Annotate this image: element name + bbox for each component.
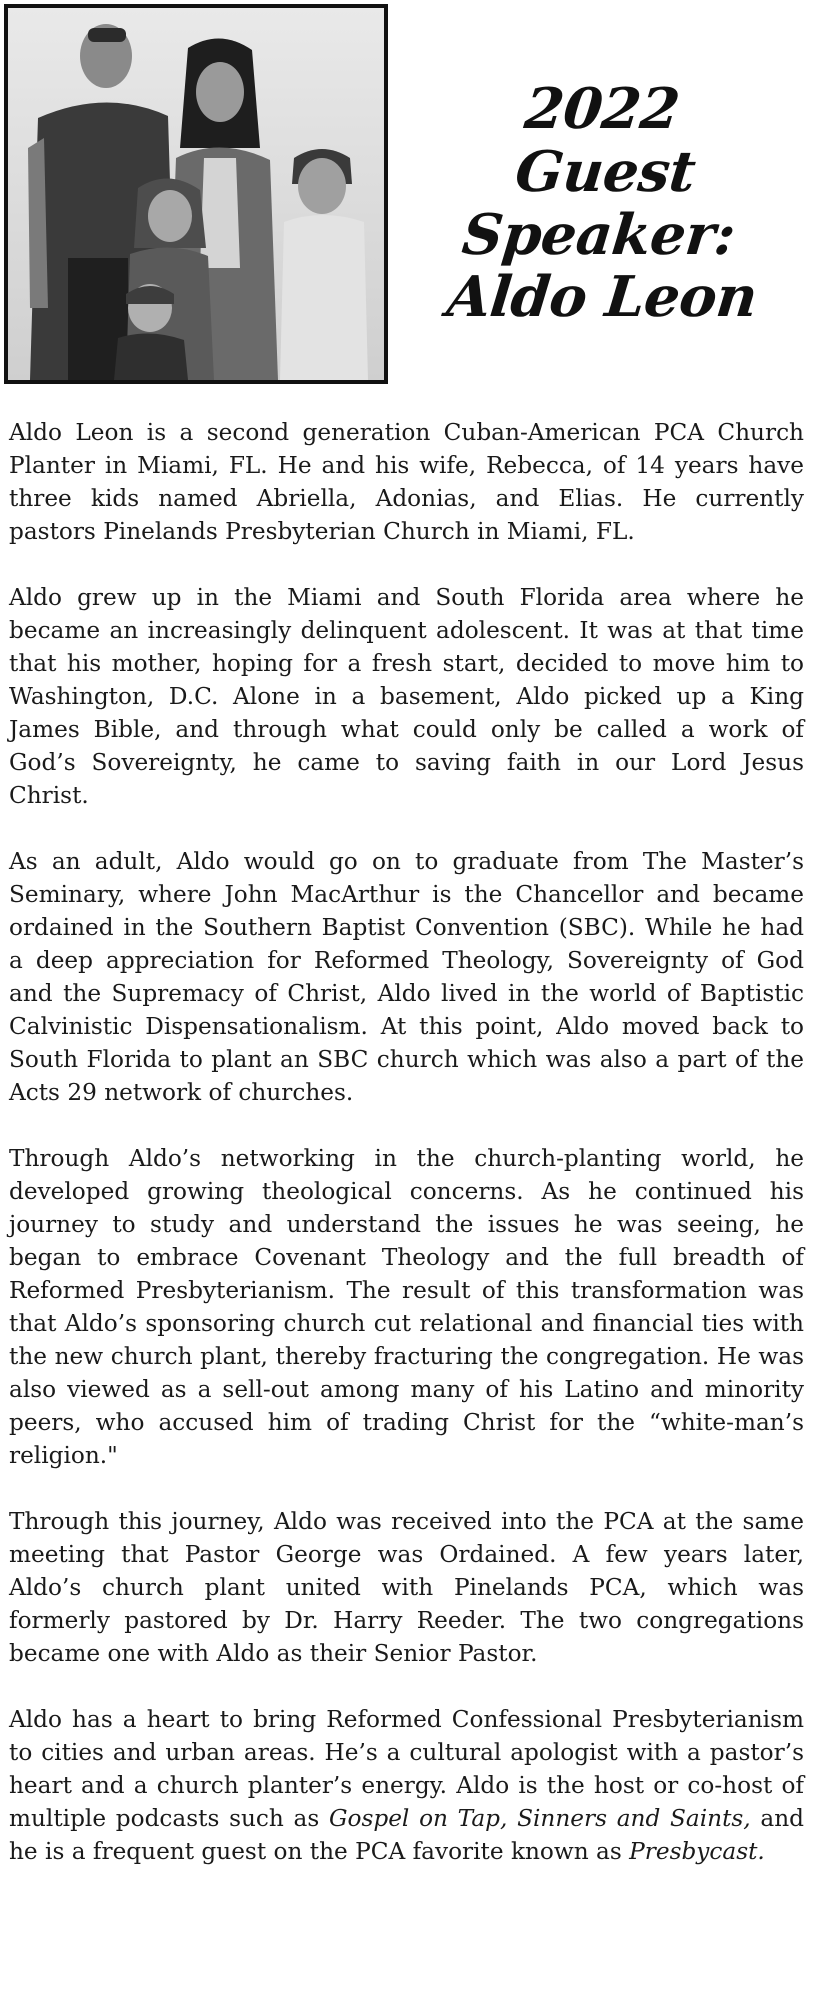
bio-paragraph-pca: Through this journey, Aldo was received into the PCA at the same meeting that Pastor George was Ordained. A few years later, Aldo’s church plant united with Pinelands PCA, which was formerly pastored by Dr. Harry Reeder. The two congregations became one with Aldo as their Senior Pastor. <box>9 1508 804 1667</box>
bio-paragraph-intro: Aldo Leon is a second generation Cuban-American PCA Church Planter in Miami, FL. He and his wife, Rebecca, of 14 years have three kids named Abriella, Adonias, and Elias. He currently pastors Pinelands Presbyterian Church in Miami, FL. <box>9 419 804 545</box>
speaker-bio <box>9 416 804 1901</box>
family-photo-illustration <box>8 8 384 380</box>
presbycast-title: Presbycast. <box>629 1838 765 1865</box>
bio-paragraph-youth: Aldo grew up in the Miami and South Florida area where he became an increasingly delinquent adolescent. It was at that time that his mother, hoping for a fresh start, decided to move him to Washington, D.C. Alone in a basement, Aldo picked up a King James Bible, and through what could only be called a work of God’s Sovereignty, he came to saving faith in our Lord Jesus Christ. <box>9 584 804 809</box>
bio-paragraph-seminary: As an adult, Aldo would go on to graduate from The Master’s Seminary, where John MacArthur is the Chancellor and became ordained in the Southern Baptist Convention (SBC). While he had a deep appreciation for Reformed Theology, Sovereignty of God and the Supremacy of Christ, Aldo lived in the world of Baptistic Calvinistic Dispensationalism. At this point, Aldo moved back to South Florida to plant an SBC church which was also a part of the Acts 29 network of churches. <box>9 848 804 1106</box>
family-photo <box>4 4 388 384</box>
bio-paragraph-transformation: Through Aldo’s networking in the church-planting world, he developed growing theological concerns. As he continued his journey to study and understand the issues he was seeing, he began to embrace Covenant Theology and the full breadth of Reformed Presbyterianism. The result of this transformation was that Aldo’s sponsoring church cut relational and financial ties with the new church plant, thereby fracturing the congregation. He was also viewed as a sell-out among many of his Latino and minority peers, who accused him of trading Christ for the “white-man’s religion." <box>9 1145 804 1469</box>
title-guest-speaker: Guest Speaker: <box>459 138 739 268</box>
bio-ministry-text-2: and he is a frequent guest on the PCA favorite known as <box>9 1805 804 1865</box>
bio-ministry-text-1: Aldo has a heart to bring Reformed Confessional Presbyterianism to cities and urban areas. He’s a cultural apologist with a pastor’s heart and a church planter’s energy. Aldo is the host or co-host of multiple podcasts such as <box>9 1706 804 1832</box>
title-year: 2022 <box>521 76 683 142</box>
bio-paragraph-ministry <box>9 1703 804 1868</box>
page-title <box>400 78 804 329</box>
podcast-titles: Gospel on Tap, Sinners and Saints, <box>328 1805 751 1832</box>
title-speaker-name: Aldo Leon <box>443 264 761 331</box>
